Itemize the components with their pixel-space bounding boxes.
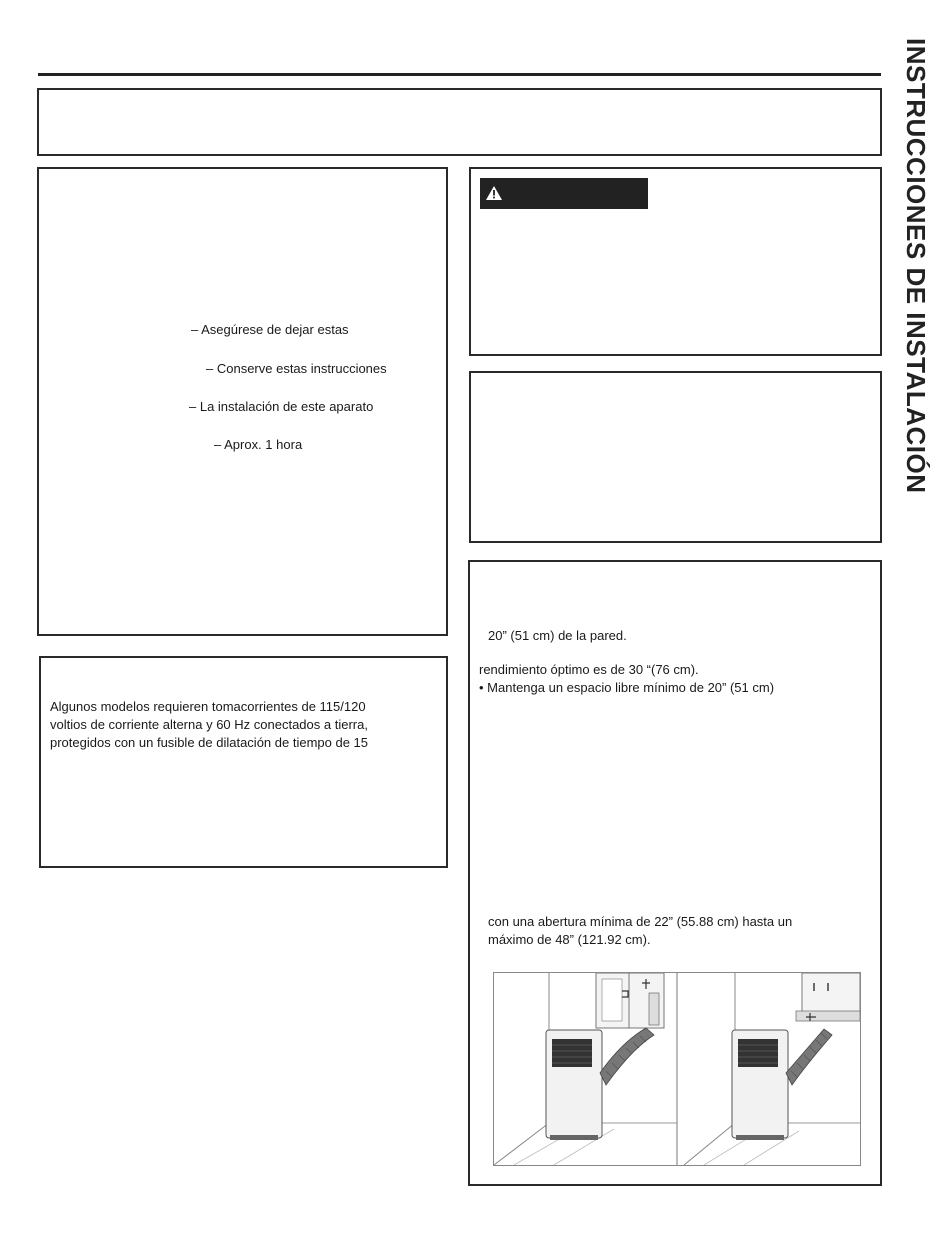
info-box — [469, 371, 882, 543]
location-line-5: máximo de 48” (121.92 cm). — [488, 932, 651, 947]
electrical-line-2: voltios de corriente alterna y 60 Hz conectados a tierra, — [50, 717, 368, 732]
header-box — [37, 88, 882, 156]
scene-hung-window — [684, 973, 860, 1165]
location-line-2: rendimiento óptimo es de 30 “(76 cm). — [479, 662, 699, 677]
scene-sliding-window — [494, 973, 677, 1165]
prep-line-4: – Aprox. 1 hora — [214, 437, 303, 452]
prep-line-1: – Asegúrese de dejar estas — [191, 322, 349, 337]
warning-triangle-icon — [486, 186, 502, 200]
side-title — [893, 38, 933, 598]
location-line-3: • Mantenga un espacio libre mínimo de 20” (51 cm) — [479, 680, 775, 695]
warning-banner — [480, 178, 648, 209]
prep-line-2: – Conserve estas instrucciones — [206, 361, 387, 376]
location-line-4: con una abertura mínima de 22” (55.88 cm) hasta un — [488, 914, 793, 929]
installation-drawing — [494, 973, 860, 1165]
installation-illustration — [493, 972, 861, 1166]
side-title-text: INSTRUCCIONES DE INSTALACIÓN — [901, 38, 931, 494]
electrical-line-1: Algunos modelos requieren tomacorrientes de 115/120 — [50, 699, 366, 714]
electrical-box — [39, 656, 448, 868]
prep-line-3: – La instalación de este aparato — [189, 399, 374, 414]
electrical-line-3: protegidos con un fusible de dilatación de tiempo de 15 — [50, 735, 368, 750]
top-rule — [38, 73, 881, 76]
location-line-1: 20” (51 cm) de la pared. — [488, 628, 627, 643]
